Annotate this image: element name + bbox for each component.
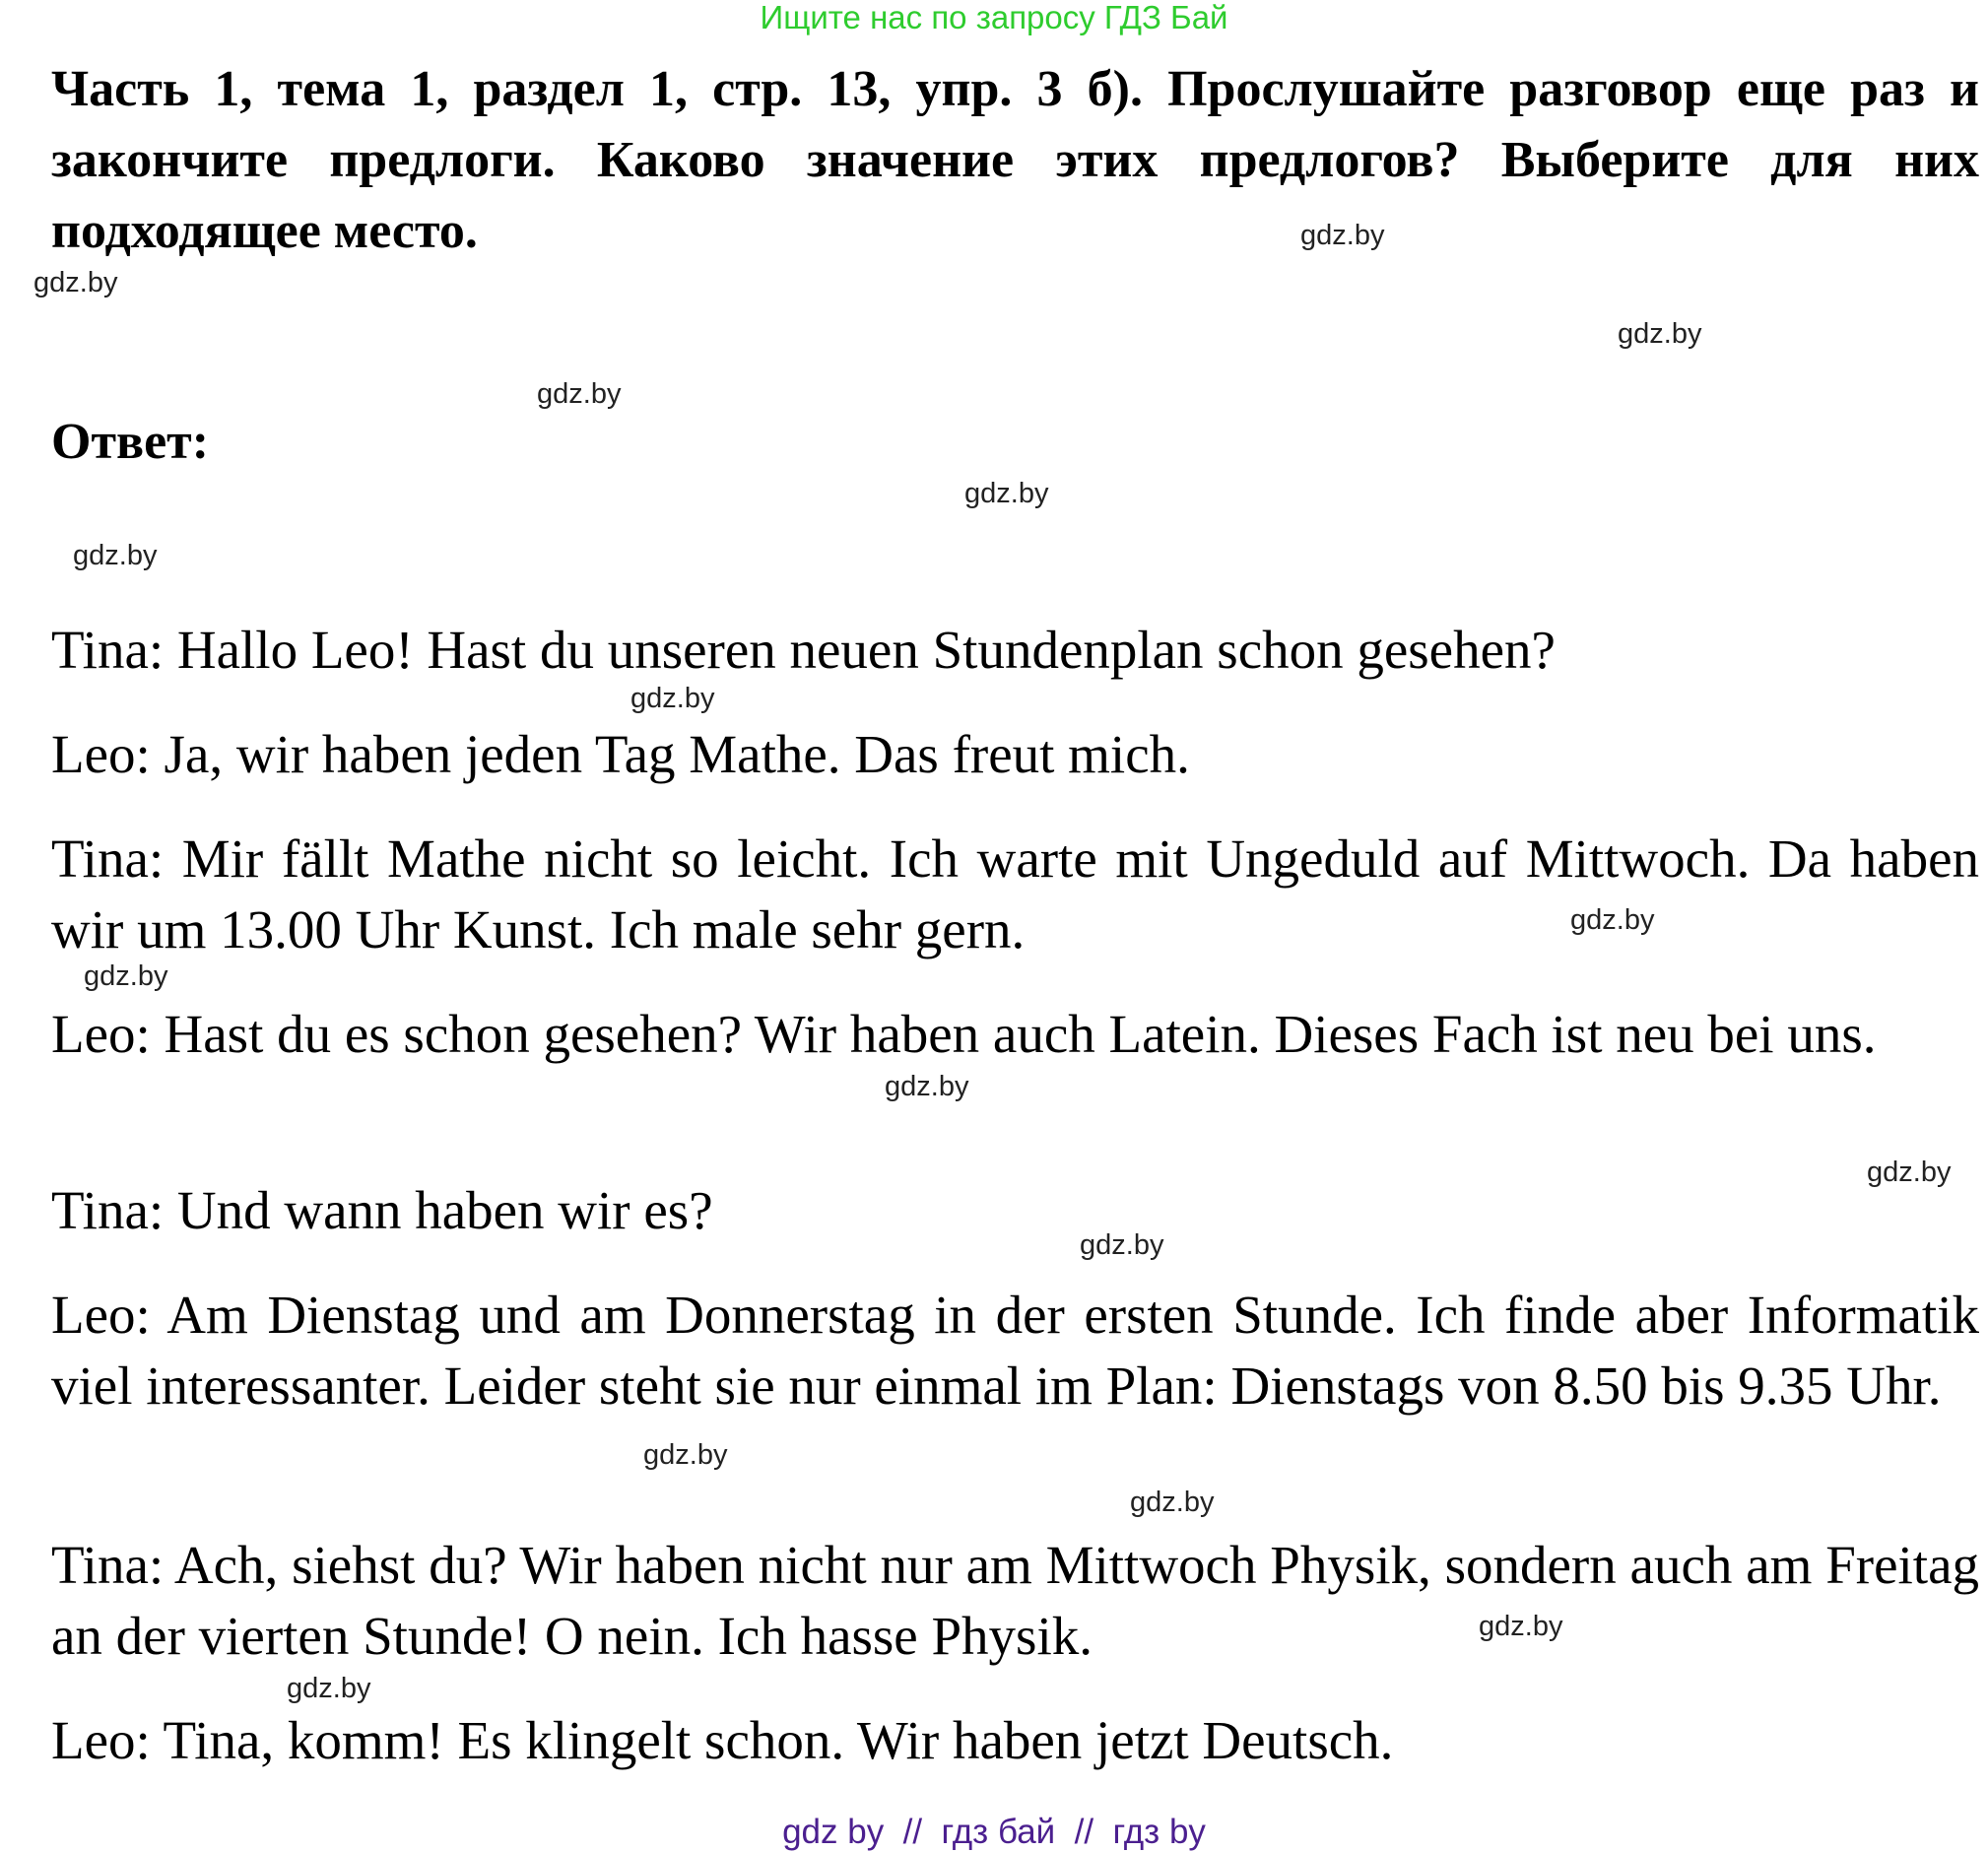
dialogue-line: Tina: Hallo Leo! Hast du unseren neuen Stundenplan schon gesehen? — [51, 620, 1556, 680]
watermark: gdz.by — [537, 378, 622, 410]
dialogue-line: Tina: Und wann haben wir es? — [51, 1180, 713, 1240]
watermark: gdz.by — [33, 267, 118, 298]
watermark: gdz.by — [1300, 220, 1385, 251]
watermark: gdz.by — [643, 1439, 728, 1471]
watermark: gdz.by — [287, 1673, 371, 1704]
dialogue-line: Leo: Hast du es schon gesehen? Wir haben auch Latein. Dieses Fach ist neu bei uns. — [51, 1004, 1877, 1064]
dialogue-line: Tina: Mir fällt Mathe nicht so leicht. Ich warte mit Ungeduld auf Mittwoch. Da haben wir um 13.00 Uhr Kunst. Ich male sehr gern. — [51, 828, 1979, 960]
watermark: gdz.by — [1080, 1229, 1164, 1261]
dialogue-line: Leo: Tina, komm! Es klingelt schon. Wir haben jetzt Deutsch. — [51, 1710, 1394, 1770]
watermark: gdz.by — [1130, 1487, 1215, 1518]
watermark: gdz.by — [964, 478, 1049, 509]
dialogue-line: Leo: Ja, wir haben jeden Tag Mathe. Das freut mich. — [51, 724, 1190, 784]
watermark: gdz.by — [1570, 904, 1655, 936]
watermark: gdz.by — [630, 683, 715, 714]
answer-label: Ответ: — [51, 414, 210, 470]
dialogue-line: Leo: Am Dienstag und am Donnerstag in der ersten Stunde. Ich finde aber Informatik viel interessanter. Leider steht sie nur einmal im Plan: Dienstags von 8.50 bis 9.35 Uhr. — [51, 1285, 1979, 1417]
watermark: gdz.by — [1618, 318, 1702, 350]
footer-watermark: gdz by // гдз бай // гдз by — [782, 1813, 1206, 1851]
search-hint-banner: Ищите нас по запросу ГДЗ Бай — [760, 0, 1228, 35]
watermark: gdz.by — [73, 540, 158, 571]
exercise-heading: Часть 1, тема 1, раздел 1, стр. 13, упр. 3 б). Прослушайте разговор еще раз и закончите предлоги. Каково значение этих предлогов? Выберите для них подходящее место. — [51, 61, 1979, 259]
watermark: gdz.by — [885, 1071, 969, 1102]
watermark: gdz.by — [1479, 1611, 1563, 1642]
dialogue-line: Tina: Ach, siehst du? Wir haben nicht nur am Mittwoch Physik, sondern auch am Freitag an der vierten Stunde! O nein. Ich hasse Physik. — [51, 1535, 1979, 1667]
watermark: gdz.by — [1867, 1157, 1952, 1188]
watermark: gdz.by — [84, 960, 168, 992]
